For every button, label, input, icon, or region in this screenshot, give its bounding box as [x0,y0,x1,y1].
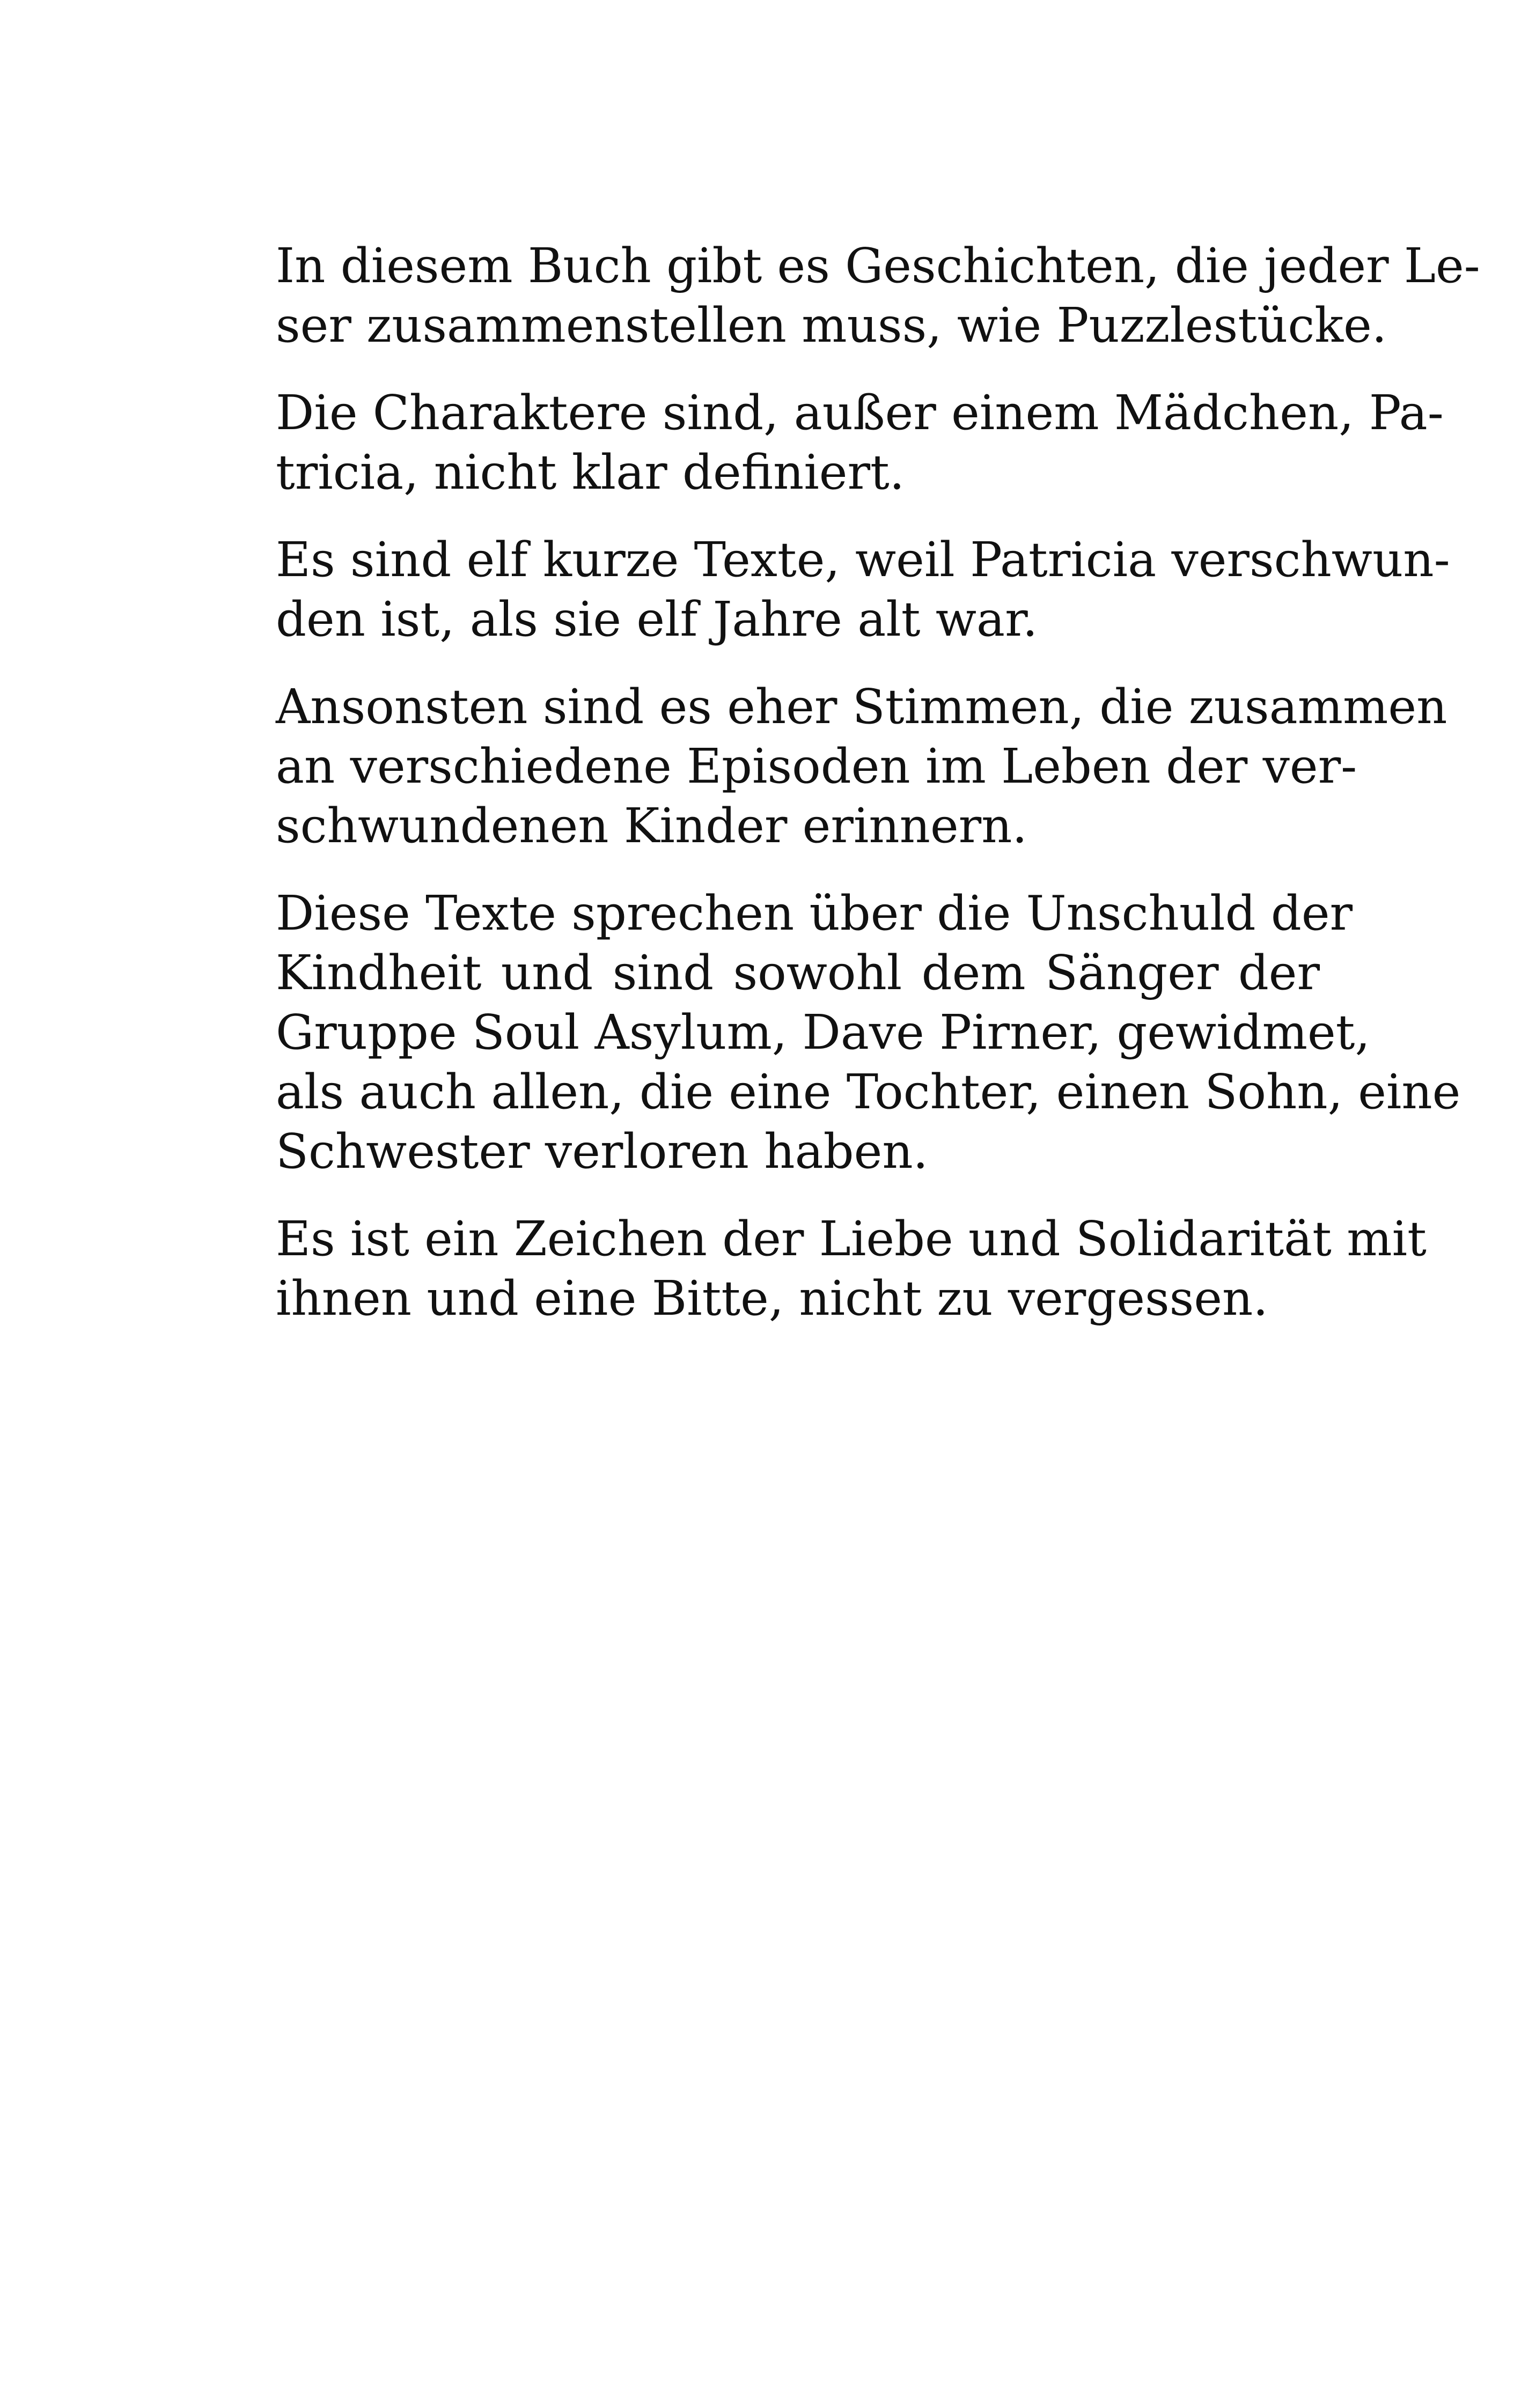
body-text [276,236,1480,1356]
text-line: Gruppe Soul Asylum, Dave Pirner, gewidmet, [276,1004,1370,1060]
text-line: tricia, nicht klar definiert. [276,444,905,500]
text-line: Es ist ein Zeichen der Liebe und Solidarität mit [276,1211,1427,1266]
text-line: ihnen und eine Bitte, nicht zu vergessen. [276,1270,1268,1326]
text-line: Schwester verloren haben. [276,1123,928,1179]
text-line: an verschiedene Episoden im Leben der ver- [276,738,1357,794]
paragraph-6 [276,1209,1427,1328]
text-line: den ist, als sie elf Jahre alt war. [276,591,1038,647]
paragraph-4 [276,677,1447,856]
paragraph-2 [276,383,1444,502]
text-line: schwundenen Kinder erinnern. [276,798,1027,853]
text-line: Diese Texte sprechen über die Unschuld der [276,885,1353,941]
text-line: Kindheit und sind sowohl dem Sänger der [276,945,1320,1000]
text-line: Ansonsten sind es eher Stimmen, die zusammen [276,679,1447,734]
text-line: Die Charaktere sind, außer einem Mädchen, Pa- [276,385,1444,440]
paragraph-5 [276,883,1461,1181]
text-line: Es sind elf kurze Texte, weil Patricia verschwun- [276,532,1450,587]
text-line: als auch allen, die eine Tochter, einen Sohn, eine [276,1064,1461,1120]
text-line: In diesem Buch gibt es Geschichten, die jeder Le- [276,238,1480,293]
paragraph-3 [276,530,1450,649]
paragraph-1 [276,236,1480,355]
text-line: ser zusammenstellen muss, wie Puzzlestücke. [276,297,1387,353]
